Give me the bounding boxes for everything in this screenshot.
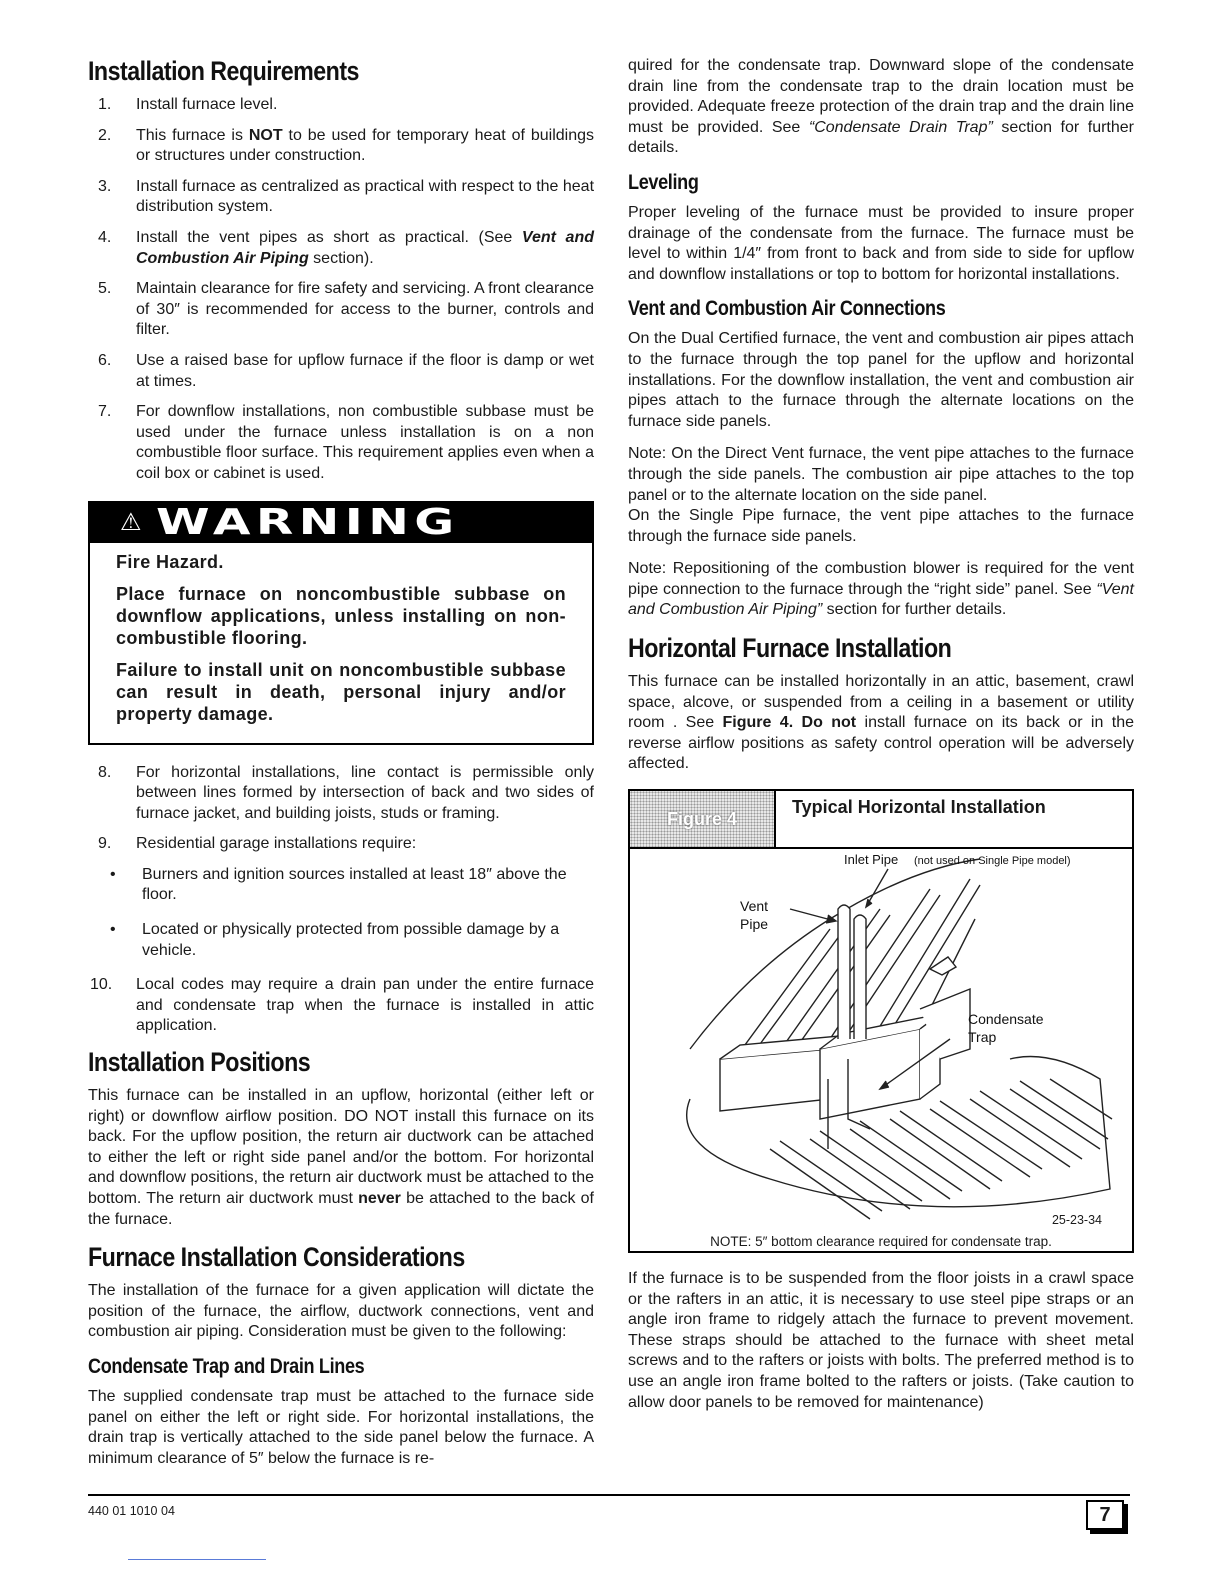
- list-item: 8. For horizontal installations, line contact is permissible only between lines formed by intersection of back and two sides of furnace jacket, and building joists, studs or framing.: [98, 763, 594, 822]
- horizontal-installation-heading: Horizontal Furnace Installation: [628, 633, 952, 664]
- figure-4: [628, 789, 1134, 1253]
- vent-label: Vent: [740, 898, 769, 915]
- figure-title: Typical Horizontal Installation: [792, 797, 1046, 818]
- condensate-paragraph: The supplied condensate trap must be attached to the furnace side panel on either the left or right side. For horizontal installations, the drain trap is vertically attached to the side panel below the furnace. A minimum clearance of 5″ below the furnace is re-: [88, 1387, 594, 1467]
- list-item: 5. Maintain clearance for fire safety and servicing. A front clearance of 30″ is recommended for access to the burner, controls and filter.: [98, 280, 595, 339]
- list-item: 7. For downflow installations, non combustible subbase must be used under the furnace unless installation is on a non combustible floor surface. This requirement applies even when a coil box or cabinet is used.: [98, 403, 594, 482]
- leveling-heading: Leveling: [628, 170, 699, 194]
- installation-positions-heading: Installation Positions: [88, 1047, 311, 1078]
- warning-title: WARNING: [155, 502, 460, 543]
- figure-note: NOTE: 5″ bottom clearance required for condensate trap.: [710, 1234, 1052, 1250]
- list-item: 10. Local codes may require a drain pan under the entire furnace and condensate trap when the furnace is installed in attic application.: [90, 976, 594, 1035]
- horizontal-installation-illustration: [630, 849, 1132, 1245]
- warning-line-1: Place furnace on noncombustible subbase on downflow applications, unless installing on non-combustible flooring.: [116, 583, 566, 648]
- list-item: 9. Residential garage installations require:: [98, 835, 417, 853]
- requirements-list: [88, 95, 594, 485]
- leveling-paragraph: Proper leveling of the furnace must be provided to insure proper drainage of the condensate from the furnace. The furnace must be level to within 1/4″ from front to back and from side to side for upflow and downflow installations or top to bottom for horizontal installations.: [628, 203, 1134, 283]
- warning-triangle-icon: ⚠: [120, 509, 142, 536]
- horizontal-paragraph: This furnace can be installed horizontally in an attic, basement, crawl space, alcove, or suspended from a ceiling in a basement or utility room . See Figure 4. Do not install furnace on its back or in the reverse airflow positions as safety control operation will be adversely affected.: [628, 673, 1135, 773]
- considerations-paragraph: The installation of the furnace for a given application will dictate the position of the furnace, the airflow, ductwork connections, vent and combustion air piping. Consideration must be given to the following:: [88, 1282, 594, 1341]
- warning-body: [90, 543, 592, 743]
- bullet-item: • Burners and ignition sources installed at least 18″ above the floor.: [110, 865, 567, 904]
- footer-rule: [88, 1494, 1130, 1496]
- list-item: 6. Use a raised base for upflow furnace if the floor is damp or wet at times.: [98, 351, 594, 390]
- condensate-continued-paragraph: quired for the condensate trap. Downward slope of the condensate drain line from the condensate trap to the drain location must be provided. Adequate freeze protection of the drain trap and the drain line must be provided. See “Condensate Drain Trap” section for further details.: [628, 57, 1134, 157]
- considerations-heading: Furnace Installation Considerations: [88, 1242, 465, 1273]
- vent-paragraph-3: Note: Repositioning of the combustion blower is required for the vent pipe connection to the furnace through the “right side” panel. See “Vent and Combustion Air Piping” section for further details.: [628, 560, 1134, 619]
- requirements-list-final: [88, 975, 594, 1037]
- page-number: 7: [1086, 1500, 1124, 1530]
- vent-pipe: [838, 905, 850, 1039]
- inlet-note-label: (not used on Single Pipe model): [914, 855, 1071, 868]
- installation-requirements-heading: Installation Requirements: [88, 56, 359, 86]
- warning-hazard: Fire Hazard.: [116, 551, 224, 572]
- vent-paragraph-1: On the Dual Certified furnace, the vent and combustion air pipes attach to the furnace through the top panel for the upflow and horizontal installations. For the downflow installation, the vent and combustion air pipes attach to the furnace through the alternate locations on the furnace side panels.: [628, 330, 1134, 430]
- duct: [720, 1049, 830, 1111]
- trap-label: Trap: [968, 1029, 997, 1046]
- left-column: [88, 56, 594, 1481]
- blue-underline: [128, 1559, 266, 1560]
- figure-label: Figure 4: [630, 791, 776, 847]
- list-item: 1. Install furnace level.: [98, 96, 278, 113]
- vent-paragraph-2b: On the Single Pipe furnace, the vent pipe attaches to the furnace through the furnace side panels.: [628, 507, 1134, 545]
- warning-box: [88, 501, 594, 745]
- list-item: 4. Install the vent pipes as short as practical. (See Vent and Combustion Air Piping section).: [98, 228, 595, 267]
- inlet-pipe: [854, 915, 866, 1039]
- list-item: 2. This furnace is NOT to be used for temporary heat of buildings or structures under construction.: [98, 126, 595, 165]
- quarter-inch-value: 1/4″: [733, 245, 762, 263]
- warning-header: [90, 503, 592, 543]
- figure-code: 25-23-34: [1051, 1213, 1102, 1228]
- warning-line-2: Failure to install unit on noncombustible subbase can result in death, personal injury and/or property damage.: [116, 659, 566, 724]
- figure-header: [630, 791, 1132, 849]
- document-number: 440 01 1010 04: [88, 1504, 175, 1518]
- bullet-item: • Located or physically protected from possible damage by a vehicle.: [110, 921, 560, 959]
- right-column: [628, 56, 1134, 1425]
- positions-paragraph: This furnace can be installed in an upflow, horizontal (either left or right) or downflow airflow position. DO NOT install this furnace on its back. For the upflow position, the return air ductwork can be attached to either the left or right side panel and/or the bottom. For horizontal and downflow positions, the return air ductwork must be attached to the bottom. The return air ductwork must never be attached to the back of the furnace.: [88, 1087, 595, 1228]
- requirements-list-continued: [88, 763, 594, 855]
- inlet-pipe-label: Inlet Pipe: [844, 852, 899, 868]
- condensate-heading: Condensate Trap and Drain Lines: [88, 1354, 365, 1378]
- condensate-label: Condensate: [968, 1011, 1044, 1028]
- vent-paragraph-2a: Note: On the Direct Vent furnace, the vent pipe attaches to the furnace through the side panels. The combustion air pipe attaches to the top panel or to the alternate location on the side panel.: [628, 445, 1134, 504]
- vent-connections-heading: Vent and Combustion Air Connections: [628, 297, 946, 321]
- garage-bullets: [88, 865, 594, 961]
- vent-piping-reference: Vent and Combustion Air Piping: [136, 228, 595, 267]
- suspend-paragraph: If the furnace is to be suspended from the floor joists in a crawl space or the rafters in an attic, it is necessary to use steel pipe straps or an angle iron frame to ridgely attach the furnace to prevent movement. These straps should be attached to the furnace with sheet metal screws and to the rafters or joists with bolts. The preferred method is to use an angle iron frame bolted to the rafters or joists. (Take caution to allow door panels to be removed for maintenance): [628, 1270, 1134, 1411]
- list-item: 3. Install furnace as centralized as practical with respect to the heat distribution system.: [98, 177, 595, 216]
- pipe-label: Pipe: [740, 916, 769, 933]
